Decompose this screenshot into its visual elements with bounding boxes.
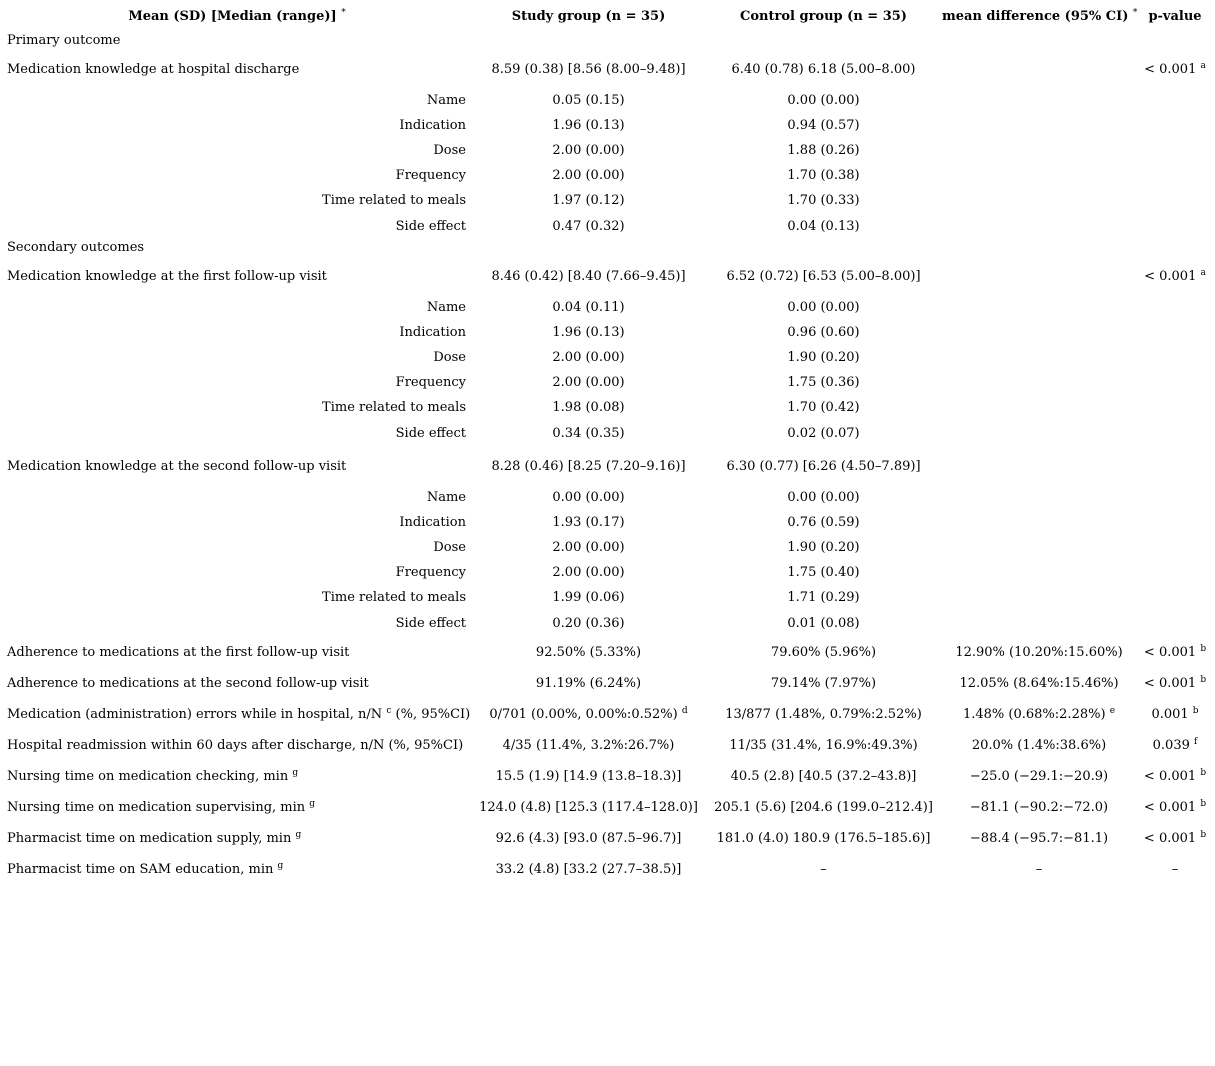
diff-value <box>940 113 1138 138</box>
table-row <box>4 345 1212 370</box>
control-value: 0.00 (0.00) <box>787 93 860 108</box>
row-label: Medication knowledge at the second follow-up visit <box>7 458 347 474</box>
item-label: Frequency <box>395 565 466 580</box>
p-value <box>1138 485 1212 510</box>
study-value: 0.47 (0.32) <box>552 219 625 234</box>
table-row <box>4 370 1212 395</box>
item-label: Dose <box>433 540 466 555</box>
header-p: p-value <box>1148 9 1202 24</box>
table-row <box>4 730 1212 761</box>
footnote-mark: b <box>1200 768 1207 778</box>
study-value: 0.05 (0.15) <box>552 93 625 108</box>
p-value <box>1138 370 1212 395</box>
diff-value: −81.1 (−90.2:−72.0) <box>969 800 1109 815</box>
control-value: 1.70 (0.42) <box>787 400 860 415</box>
row-label: Medication knowledge at the first follow-up visit <box>7 268 327 284</box>
header-diff: mean difference (95% CI) * <box>942 8 1138 24</box>
row-label: Adherence to medications at the second follow-up visit <box>7 676 369 691</box>
study-value: 92.50% (5.33%) <box>535 645 642 660</box>
control-value: 79.60% (5.96%) <box>770 645 877 660</box>
study-value: 0.04 (0.11) <box>552 300 625 315</box>
diff-value <box>940 585 1138 610</box>
p-value <box>1138 213 1212 240</box>
diff-value <box>940 320 1138 345</box>
p-value: 0.001 $^b$ <box>1151 706 1199 722</box>
row-label: Hospital readmission within 60 days after discharge, n/N (%, 95%CI) <box>7 738 464 753</box>
study-value: 8.28 (0.46) [8.25 (7.20–9.16)] <box>491 458 686 474</box>
p-value: < 0.001 $^b$ <box>1143 675 1207 691</box>
control-value: 0.02 (0.07) <box>787 426 860 441</box>
item-label: Indication <box>399 515 466 530</box>
item-label: Indication <box>399 325 466 340</box>
row-label: Pharmacist time on SAM education, min $^g$ <box>7 861 284 877</box>
study-value: 8.46 (0.42) [8.40 (7.66–9.45)] <box>491 268 686 284</box>
study-value: 15.5 (1.9) [14.9 (13.8–18.3)] <box>495 769 682 784</box>
header-label: Mean (SD) [Median (range)] * <box>128 8 346 24</box>
p-value: < 0.001 $^b$ <box>1143 799 1207 815</box>
control-value: 1.75 (0.40) <box>787 565 860 580</box>
table-row <box>4 50 1212 88</box>
header-control: Control group (n = 35) <box>740 9 907 24</box>
control-value: 0.94 (0.57) <box>787 118 860 133</box>
control-value: 1.90 (0.20) <box>787 540 860 555</box>
p-value <box>1138 88 1212 113</box>
table-row <box>4 792 1212 823</box>
p-value <box>1138 295 1212 320</box>
p-value <box>1138 510 1212 535</box>
footnote-mark: g <box>309 799 316 809</box>
table-row <box>4 257 1212 295</box>
study-value: 8.59 (0.38) [8.56 (8.00–9.48)] <box>491 61 686 77</box>
table-row <box>4 188 1212 213</box>
diff-value <box>940 345 1138 370</box>
diff-value: −25.0 (−29.1:−20.9) <box>969 769 1109 784</box>
p-value <box>1138 610 1212 637</box>
p-value <box>1138 188 1212 213</box>
diff-value: – <box>1035 862 1043 877</box>
table-row <box>4 699 1212 730</box>
footnote-mark: g <box>277 861 284 871</box>
study-value: 91.19% (6.24%) <box>535 676 642 691</box>
footnote-mark: g <box>292 768 299 778</box>
row-label: Nursing time on medication checking, min $^g$ <box>7 768 299 784</box>
diff-value <box>940 560 1138 585</box>
section-row <box>4 33 1212 50</box>
diff-value: −88.4 (−95.7:−81.1) <box>969 831 1109 846</box>
item-label: Frequency <box>395 168 466 183</box>
table-row <box>4 585 1212 610</box>
p-value <box>1138 420 1212 447</box>
study-value: 124.0 (4.8) [125.3 (117.4–128.0)] <box>479 800 698 815</box>
diff-value <box>940 50 1138 88</box>
table-row <box>4 420 1212 447</box>
control-value: 13/877 (1.48%, 0.79%:2.52%) <box>725 707 922 722</box>
item-label: Dose <box>433 350 466 365</box>
p-value: < 0.001 $^b$ <box>1143 644 1207 660</box>
table-row <box>4 447 1212 485</box>
table-row <box>4 213 1212 240</box>
p-value <box>1138 163 1212 188</box>
control-value: 6.40 (0.78) 6.18 (5.00–8.00) <box>731 61 916 77</box>
control-value: 1.88 (0.26) <box>787 143 860 158</box>
diff-value <box>940 535 1138 560</box>
study-value: 2.00 (0.00) <box>552 143 625 158</box>
study-value: 2.00 (0.00) <box>552 540 625 555</box>
p-value: < 0.001 $^b$ <box>1143 768 1207 784</box>
study-value: 92.6 (4.3) [93.0 (87.5–96.7)] <box>495 831 682 846</box>
control-value: 11/35 (31.4%, 16.9%:49.3%) <box>729 738 918 753</box>
footnote-mark: a <box>1200 267 1206 278</box>
control-value: 0.96 (0.60) <box>787 325 860 340</box>
study-value: 0.20 (0.36) <box>552 616 625 631</box>
table-row <box>4 610 1212 637</box>
diff-value <box>940 485 1138 510</box>
header-row <box>4 0 1212 33</box>
item-label: Indication <box>399 118 466 133</box>
table-row <box>4 761 1212 792</box>
diff-value <box>940 163 1138 188</box>
table-row <box>4 320 1212 345</box>
section-label: Secondary outcomes <box>7 240 145 255</box>
study-value: 0/701 (0.00%, 0.00%:0.52%) $^d$ <box>489 706 688 722</box>
outcomes-table <box>4 0 1212 885</box>
control-value: 1.70 (0.33) <box>787 193 860 208</box>
control-value: 40.5 (2.8) [40.5 (37.2–43.8)] <box>730 769 917 784</box>
item-label: Side effect <box>395 219 466 234</box>
study-value: 2.00 (0.00) <box>552 350 625 365</box>
control-value: 1.71 (0.29) <box>787 590 860 605</box>
p-value: 0.039 $^f$ <box>1152 737 1198 753</box>
study-value: 0.34 (0.35) <box>552 426 625 441</box>
table-row <box>4 163 1212 188</box>
diff-value <box>940 370 1138 395</box>
study-value: 1.96 (0.13) <box>552 325 625 340</box>
table-row <box>4 668 1212 699</box>
item-label: Name <box>426 93 466 108</box>
footnote-mark: c <box>386 706 392 716</box>
table-row <box>4 560 1212 585</box>
row-label: Adherence to medications at the first follow-up visit <box>7 645 350 660</box>
control-value: 0.01 (0.08) <box>787 616 860 631</box>
diff-value <box>940 510 1138 535</box>
footnote-mark: e <box>1109 706 1116 716</box>
item-label: Name <box>426 490 466 505</box>
diff-value <box>940 395 1138 420</box>
p-value <box>1138 113 1212 138</box>
p-value: < 0.001 $^a$ <box>1144 60 1206 77</box>
item-label: Time related to meals <box>322 193 466 208</box>
diff-value <box>940 447 1138 485</box>
footnote-mark: g <box>295 830 302 840</box>
study-value: 0.00 (0.00) <box>552 490 625 505</box>
table-body <box>4 33 1212 885</box>
control-value: 0.00 (0.00) <box>787 490 860 505</box>
diff-value <box>940 610 1138 637</box>
row-label: Pharmacist time on medication supply, min $^g$ <box>7 830 302 846</box>
diff-value <box>940 257 1138 295</box>
study-value: 1.96 (0.13) <box>552 118 625 133</box>
control-value: 0.76 (0.59) <box>787 515 860 530</box>
control-value: 1.75 (0.36) <box>787 375 860 390</box>
p-value <box>1138 535 1212 560</box>
diff-value <box>940 88 1138 113</box>
table-row <box>4 510 1212 535</box>
control-value: 79.14% (7.97%) <box>770 676 877 691</box>
header-study: Study group (n = 35) <box>511 9 666 24</box>
diff-value: 12.05% (8.64%:15.46%) <box>959 676 1119 691</box>
control-value: 181.0 (4.0) 180.9 (176.5–185.6)] <box>716 831 931 846</box>
diff-value <box>940 420 1138 447</box>
row-label: Nursing time on medication supervising, min $^g$ <box>7 799 316 815</box>
study-value: 1.98 (0.08) <box>552 400 625 415</box>
row-label: Medication (administration) errors while in hospital, n/N $^c$ (%, 95%CI) <box>7 706 471 722</box>
row-label: Medication knowledge at hospital discharge <box>7 61 300 77</box>
footnote-mark: b <box>1200 675 1207 685</box>
diff-value <box>940 188 1138 213</box>
item-label: Side effect <box>395 426 466 441</box>
section-label: Primary outcome <box>7 33 121 48</box>
footnote-mark: b <box>1200 799 1207 809</box>
p-value: < 0.001 $^a$ <box>1144 267 1206 284</box>
control-value: – <box>820 862 827 877</box>
footnote-mark: b <box>1200 830 1207 840</box>
study-value: 33.2 (4.8) [33.2 (27.7–38.5)] <box>495 862 682 877</box>
study-value: 1.93 (0.17) <box>552 515 625 530</box>
study-value: 1.99 (0.06) <box>552 590 625 605</box>
table-row <box>4 113 1212 138</box>
diff-value: 1.48% (0.68%:2.28%) $^e$ <box>962 706 1116 722</box>
table-row <box>4 637 1212 668</box>
control-value: 1.70 (0.38) <box>787 168 860 183</box>
footnote-mark: b <box>1192 706 1199 716</box>
control-value: 6.52 (0.72) [6.53 (5.00–8.00)] <box>726 268 921 284</box>
diff-value <box>940 138 1138 163</box>
item-label: Name <box>426 300 466 315</box>
footnote-mark: b <box>1200 644 1207 654</box>
p-value: – <box>1171 862 1179 877</box>
footnote-mark: a <box>1200 60 1206 71</box>
p-value <box>1138 447 1212 485</box>
table-row <box>4 485 1212 510</box>
item-label: Time related to meals <box>322 400 466 415</box>
table-row <box>4 535 1212 560</box>
footnote-mark: d <box>681 706 688 716</box>
p-value <box>1138 138 1212 163</box>
control-value: 205.1 (5.6) [204.6 (199.0–212.4)] <box>714 800 933 815</box>
diff-value <box>940 213 1138 240</box>
p-value <box>1138 320 1212 345</box>
study-value: 1.97 (0.12) <box>552 193 625 208</box>
table-row <box>4 138 1212 163</box>
footnote-mark: f <box>1194 737 1198 747</box>
diff-value: 20.0% (1.4%:38.6%) <box>971 738 1107 753</box>
table-row <box>4 295 1212 320</box>
table-row <box>4 854 1212 885</box>
table-row <box>4 88 1212 113</box>
table-row <box>4 823 1212 854</box>
item-label: Dose <box>433 143 466 158</box>
study-value: 4/35 (11.4%, 3.2%:26.7%) <box>502 738 675 753</box>
item-label: Time related to meals <box>322 590 466 605</box>
p-value <box>1138 395 1212 420</box>
study-value: 2.00 (0.00) <box>552 168 625 183</box>
item-label: Side effect <box>395 616 466 631</box>
p-value: < 0.001 $^b$ <box>1143 830 1207 846</box>
p-value <box>1138 585 1212 610</box>
diff-value: 12.90% (10.20%:15.60%) <box>955 645 1123 660</box>
control-value: 1.90 (0.20) <box>787 350 860 365</box>
control-value: 0.00 (0.00) <box>787 300 860 315</box>
p-value <box>1138 345 1212 370</box>
study-value: 2.00 (0.00) <box>552 565 625 580</box>
diff-value <box>940 295 1138 320</box>
control-value: 0.04 (0.13) <box>787 219 860 234</box>
control-value: 6.30 (0.77) [6.26 (4.50–7.89)] <box>726 458 921 474</box>
study-value: 2.00 (0.00) <box>552 375 625 390</box>
section-row <box>4 240 1212 257</box>
table-row <box>4 395 1212 420</box>
item-label: Frequency <box>395 375 466 390</box>
p-value <box>1138 560 1212 585</box>
